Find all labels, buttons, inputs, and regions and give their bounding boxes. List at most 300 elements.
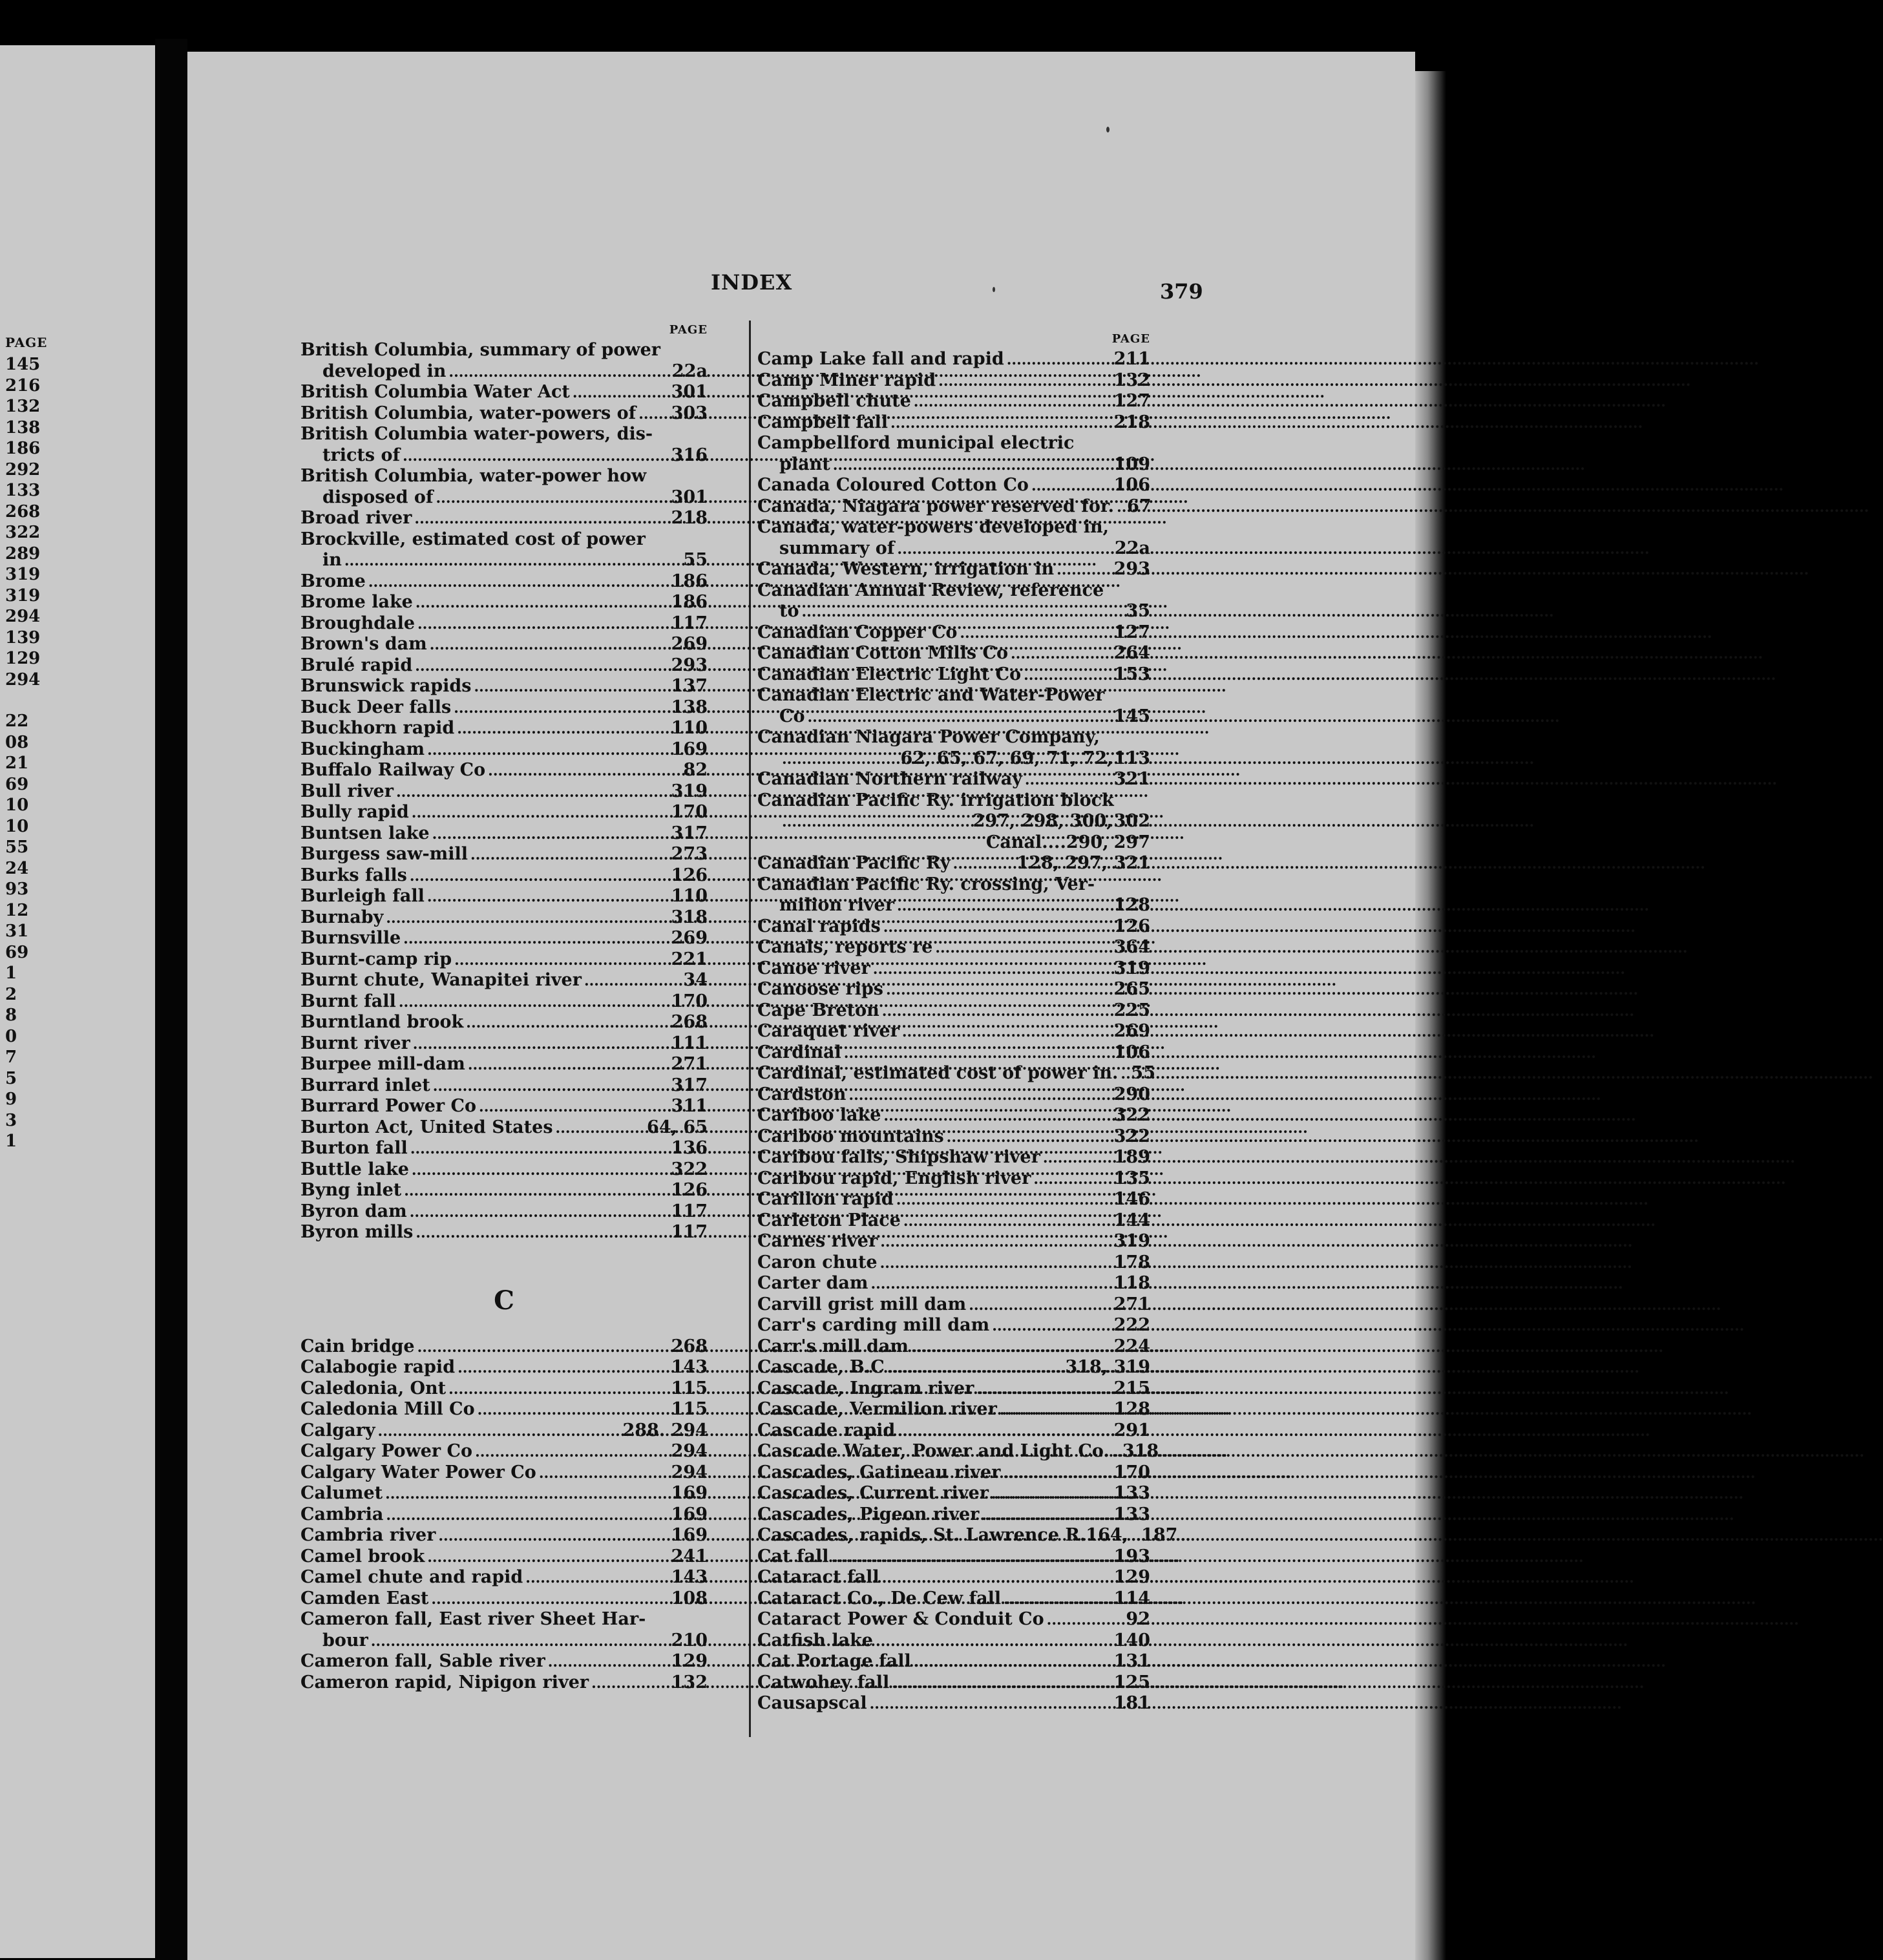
dot-leader [938, 371, 1111, 392]
dot-leader [914, 392, 1111, 413]
entry-term: Canada, Western, irrigation in [757, 559, 1055, 579]
entry-term: Camp Miner rapid [757, 370, 936, 390]
previous-page [0, 45, 155, 1958]
index-entry [300, 844, 708, 865]
entry-page-ref: 92 [1126, 1609, 1150, 1629]
entry-page-ref: 169 [671, 739, 708, 759]
previous-page-number: 294 [5, 669, 41, 690]
entry-page-ref: 218 [671, 508, 708, 528]
entry-term: Canadian Annual Review, reference [757, 580, 1104, 600]
entry-term: Brockville, estimated cost of power [300, 529, 646, 549]
entry-term: Brome [300, 571, 366, 591]
index-entry [300, 508, 708, 529]
index-entry [300, 970, 708, 991]
dot-leader [887, 1358, 1063, 1379]
index-entry [757, 454, 1150, 476]
index-entry [757, 832, 1150, 854]
dot-leader [396, 782, 669, 803]
entry-term: Burnt river [300, 1033, 410, 1053]
index-entry [300, 1651, 708, 1672]
entry-page-ref: 293 [1113, 559, 1150, 579]
entry-page-ref: 118 [1113, 1273, 1150, 1293]
dot-leader [417, 1337, 669, 1358]
dot-leader [638, 404, 668, 425]
entry-page-ref: 114 [1113, 1588, 1150, 1608]
index-entry [757, 706, 1150, 728]
previous-page-number: 268 [5, 501, 41, 522]
dot-leader [410, 1139, 669, 1160]
index-entry [300, 928, 708, 949]
index-entry [757, 1483, 1150, 1504]
previous-page-number: 69 [5, 942, 29, 962]
entry-term: British Columbia, water-powers of [300, 403, 636, 423]
dot-leader [436, 488, 669, 509]
entry-page-ref: 126 [671, 865, 708, 885]
dot-leader [801, 602, 1123, 623]
index-entry [300, 1159, 708, 1181]
dot-leader [410, 1202, 669, 1223]
dot-leader [410, 866, 669, 887]
entry-term: Burnt chute, Wanapitei river [300, 970, 582, 990]
entry-page-ref: 137 [671, 676, 708, 696]
previous-page-number: 93 [5, 880, 29, 899]
dot-leader [430, 635, 669, 656]
entry-term: Carnes river [757, 1231, 878, 1251]
entry-term: Canadian Electric Light Co [757, 664, 1022, 684]
entry-term: Cameron fall, Sable river [300, 1651, 545, 1671]
entry-term: Canadian Pacific Ry. irrigation block [757, 790, 1114, 810]
index-entry [757, 958, 1150, 980]
dot-leader [427, 1547, 668, 1568]
entry-page-ref: 269 [671, 928, 708, 948]
index-entry [757, 811, 1150, 832]
entry-term: Carillon rapid [757, 1189, 894, 1209]
entry-term: Camel chute and rapid [300, 1567, 523, 1587]
previous-page-number: 132 [5, 397, 41, 416]
index-entry [757, 1168, 1150, 1190]
entry-term: Buntsen lake [300, 823, 430, 843]
entry-page-ref: 303 [671, 403, 708, 423]
entry-term: Canadian Pacific Ry. crossing, Ver- [757, 874, 1095, 894]
entry-term: Canal rapids [757, 916, 881, 936]
dot-leader [1117, 497, 1124, 518]
dot-leader [782, 812, 971, 833]
dot-leader [584, 971, 680, 992]
entry-page-ref: 110 [671, 886, 708, 906]
entry-term: Cardston [757, 1084, 847, 1104]
entry-page-ref: 215 [1113, 1378, 1150, 1398]
entry-term: Cardinal [757, 1042, 841, 1062]
entry-page-ref: 222 [1113, 1315, 1150, 1335]
index-entry [300, 760, 708, 781]
index-entry [300, 907, 708, 929]
dot-leader [368, 572, 669, 593]
index-entry [300, 1222, 708, 1243]
dot-leader [466, 1013, 668, 1034]
previous-page-number: 319 [5, 565, 41, 584]
entry-term: Cariboo lake [757, 1105, 881, 1125]
entry-page-ref: 22a [1114, 538, 1150, 558]
dot-leader [982, 1505, 1111, 1526]
entry-page-ref: 127 [1113, 622, 1150, 642]
index-entry [757, 790, 1150, 812]
dot-leader [992, 1316, 1111, 1337]
index-entry [300, 487, 708, 509]
index-entry [757, 1021, 1150, 1042]
entry-term: Buckingham [300, 739, 425, 759]
previous-page-number: 08 [5, 732, 29, 752]
dot-leader [831, 1547, 1111, 1568]
index-entry [300, 340, 708, 361]
previous-page-number: 139 [5, 627, 41, 648]
index-entry [757, 1588, 1150, 1610]
entry-page-ref: 22a [671, 361, 708, 381]
entry-term: Cascades, Pigeon river [757, 1504, 980, 1524]
index-entry [757, 391, 1150, 412]
dot-leader [1033, 1169, 1111, 1190]
book-gutter [155, 39, 187, 1960]
dot-leader [344, 551, 681, 572]
entry-term: Calgary Water Power Co [300, 1462, 536, 1482]
entry-term: Carter dam [757, 1273, 868, 1293]
index-entry [757, 1294, 1150, 1316]
entry-term: Calumet [300, 1483, 383, 1503]
entry-term: Buffalo Railway Co [300, 760, 486, 780]
entry-term: Cascade, Ingram river [757, 1378, 974, 1398]
dot-leader [1047, 1610, 1124, 1631]
entry-page-ref: 189 [1113, 1147, 1150, 1167]
previous-page-number: 319 [5, 585, 41, 606]
entry-page-ref: 82 [683, 760, 708, 780]
index-entry [300, 592, 708, 613]
entry-term: Broad river [300, 508, 412, 528]
index-entry [757, 874, 1150, 896]
dot-leader [1007, 350, 1111, 371]
entry-term: Catfish lake [757, 1630, 873, 1650]
entry-page-ref: 291 [1113, 1420, 1150, 1440]
entry-term: Canadian Niagara Power Company, [757, 727, 1100, 747]
index-entry [757, 1231, 1150, 1252]
previous-page-number: 3 [5, 1110, 17, 1130]
index-entry [300, 1672, 708, 1694]
entry-page-ref: 321 [1113, 769, 1150, 789]
entry-page-ref: 322 [1113, 1105, 1150, 1125]
index-entry [757, 895, 1150, 916]
entry-term: Caribou falls, Shipshaw river [757, 1147, 1040, 1167]
dot-leader [1057, 560, 1111, 581]
entry-term: Burleigh fall [300, 886, 425, 906]
entry-page-ref: 319 [1113, 1231, 1150, 1251]
entry-term: Burnt fall [300, 991, 396, 1011]
page-title: INDEX [711, 270, 793, 295]
entry-page-ref: 319 [671, 781, 708, 801]
entry-term: Cambria [300, 1504, 384, 1524]
entry-page-ref: 265 [1113, 979, 1150, 999]
index-entry [757, 1105, 1150, 1126]
dot-leader [896, 1190, 1111, 1211]
index-column-right [757, 332, 1178, 1714]
index-entry [757, 1126, 1150, 1148]
entry-page-ref: 170 [671, 991, 708, 1011]
previous-page-number: 133 [5, 481, 41, 500]
entry-term: British Columbia Water Act [300, 382, 570, 402]
entry-term: Cascade rapid [757, 1420, 896, 1440]
dot-leader [883, 917, 1111, 938]
dot-leader [417, 614, 669, 635]
dot-leader [474, 677, 669, 698]
index-section-b [300, 340, 708, 1243]
dot-leader [873, 959, 1111, 980]
entry-term: Canada Coloured Cotton Co [757, 475, 1029, 495]
entry-page-ref: 129 [671, 1651, 708, 1671]
entry-page-ref: 187 [1141, 1525, 1178, 1545]
index-entry [757, 1336, 1150, 1358]
entry-page-ref: 129 [1113, 1567, 1150, 1587]
index-entry [757, 1609, 1150, 1630]
dot-leader [870, 1274, 1111, 1295]
index-entry [757, 1441, 1159, 1462]
entry-term: Bully rapid [300, 802, 409, 822]
index-entry [757, 1000, 1150, 1022]
dot-leader [935, 938, 1111, 959]
entry-page-ref: 288. 294 [622, 1420, 708, 1440]
previous-page-numbers-top [5, 354, 50, 690]
entry-page-ref: 301 [671, 487, 708, 507]
entry-page-ref: 146 [1113, 1189, 1150, 1209]
dot-leader [882, 1568, 1111, 1589]
dot-leader [890, 413, 1111, 434]
index-entry [757, 1672, 1150, 1694]
entry-term: tricts of [322, 445, 401, 465]
entry-term: Cape Breton [757, 1000, 879, 1020]
dot-leader [947, 1127, 1111, 1148]
entry-term: Canoe river [757, 958, 870, 978]
dot-leader [911, 1337, 1111, 1358]
entry-page-ref: 294 [671, 1462, 708, 1482]
entry-page-ref: 311 [671, 1096, 708, 1116]
index-entry [757, 1567, 1150, 1588]
dot-leader [403, 446, 669, 467]
index-entry [300, 1588, 708, 1610]
index-entry [300, 802, 708, 823]
dot-leader [404, 1181, 668, 1202]
index-entry [757, 685, 1150, 706]
dot-leader [1011, 644, 1111, 665]
dot-leader [1003, 1463, 1111, 1484]
entry-page-ref: 268 [671, 1336, 708, 1356]
paper-speck [1106, 127, 1110, 132]
dot-leader [548, 1652, 669, 1673]
entry-page-ref: 133 [1113, 1483, 1150, 1503]
entry-term: Burpee mill-dam [300, 1054, 465, 1074]
entry-term: Calabogie rapid [300, 1357, 456, 1377]
entry-term: Canals, reports re [757, 937, 933, 957]
entry-page-ref: 144 [1113, 1210, 1150, 1230]
entry-term: Carvill grist mill dam [757, 1294, 967, 1314]
page-number: 379 [1160, 279, 1203, 304]
index-entry [757, 1315, 1150, 1336]
entry-term: Causapscal [757, 1693, 867, 1713]
entry-page-ref: 297 [1113, 832, 1150, 852]
dot-leader [1024, 665, 1111, 686]
dot-leader [478, 1400, 669, 1421]
index-entry [757, 1189, 1150, 1210]
entry-term: Burton Act, United States [300, 1117, 553, 1137]
entry-page-ref: 293 [671, 655, 708, 675]
entry-term: 297, 298, 300, [973, 811, 1113, 831]
previous-page-number: 1 [5, 1132, 17, 1151]
index-entry [757, 1378, 1150, 1400]
entry-page-ref: 169 [671, 1504, 708, 1524]
index-entry [300, 466, 708, 487]
dot-leader [488, 761, 680, 782]
entry-term: Canadian Copper Co [757, 622, 958, 642]
dot-leader [902, 1022, 1111, 1043]
dot-leader [470, 845, 669, 866]
index-entry [757, 475, 1150, 496]
entry-term: Cataract Power & Conduit Co [757, 1609, 1044, 1629]
index-entry [300, 1525, 708, 1546]
entry-page-ref: 269 [1113, 1021, 1150, 1041]
index-entry [300, 1567, 708, 1588]
entry-page-ref: 110 [671, 718, 708, 738]
entry-page-ref: 115 [671, 1399, 708, 1419]
dot-leader [539, 1463, 669, 1484]
entry-page-ref: 117 [671, 613, 708, 633]
index-entry [300, 1462, 708, 1484]
previous-page-number: 289 [5, 543, 41, 564]
previous-page-number: 138 [5, 417, 41, 437]
index-entry [757, 1693, 1150, 1714]
dot-leader [883, 1106, 1111, 1127]
index-entry [300, 1117, 708, 1139]
dot-leader [412, 803, 669, 824]
entry-term: Buck Deer falls [300, 697, 452, 717]
index-entry [757, 769, 1150, 790]
index-entry [757, 1504, 1150, 1526]
index-entry [300, 676, 708, 697]
entry-page-ref: 106 [1113, 475, 1150, 495]
index-entry [757, 1525, 1178, 1546]
index-entry [300, 718, 708, 739]
dot-leader [880, 1253, 1111, 1274]
entry-page-ref: 193 [1113, 1546, 1150, 1566]
entry-page-ref: 35 [1126, 601, 1150, 621]
entry-term: Burnt-camp rip [300, 949, 452, 969]
index-entry [300, 865, 708, 887]
column-page-label: PAGE [1111, 332, 1150, 346]
index-entry [300, 886, 708, 907]
index-entry [300, 823, 708, 845]
index-entry [300, 1096, 708, 1117]
entry-page-ref: 178 [1113, 1252, 1150, 1272]
entry-term: in [322, 550, 342, 570]
previous-page-number: 322 [5, 523, 41, 542]
previous-page-number: 9 [5, 1090, 17, 1109]
index-entry [757, 496, 1150, 518]
entry-term: Burrard Power Co [300, 1096, 477, 1116]
paper-speck [993, 287, 995, 292]
entry-term: developed in [322, 361, 447, 381]
entry-page-ref: 268 [671, 1012, 708, 1032]
index-entry [300, 382, 708, 403]
entry-term: Caraquet river [757, 1021, 899, 1041]
index-entry [300, 424, 708, 445]
dot-leader [903, 1211, 1111, 1232]
entry-term: Caledonia Mill Co [300, 1399, 475, 1419]
index-entry [300, 1075, 708, 1097]
entry-term: Cambria river [300, 1525, 436, 1545]
index-entry [300, 1180, 708, 1201]
entry-term: Camel brook [300, 1546, 425, 1566]
previous-page-number: 24 [5, 858, 29, 878]
entry-term: Caribou rapid, English river [757, 1168, 1031, 1188]
entry-page-ref: 186 [671, 571, 708, 591]
index-entry [300, 1138, 708, 1159]
entry-page-ref: 225 [1113, 1000, 1150, 1020]
entry-page-ref: 317 [671, 823, 708, 843]
index-entry [757, 412, 1150, 434]
entry-term: Cascade Water, Power and Light Co. [757, 1441, 1110, 1461]
entry-page-ref: 318 [671, 907, 708, 927]
dot-leader [415, 656, 668, 677]
entry-page-ref: 170 [671, 802, 708, 822]
index-entry [300, 1012, 708, 1033]
entry-term: Brunswick rapids [300, 676, 472, 696]
previous-page-number: 2 [5, 984, 17, 1004]
entry-term: Caron chute [757, 1252, 878, 1272]
entry-page-ref: 271 [1113, 1294, 1150, 1314]
entry-term: plant [779, 454, 830, 474]
entry-term: Canada, water-powers developed in, [757, 517, 1110, 537]
entry-page-ref: 111 [671, 1033, 708, 1053]
dot-leader [1112, 1442, 1120, 1463]
dot-leader [438, 1526, 668, 1547]
index-entry [300, 529, 708, 551]
index-entry [757, 853, 1150, 874]
index-entry [757, 580, 1150, 602]
index-entry [300, 1201, 708, 1223]
entry-term: Cataract fall [757, 1567, 879, 1587]
entry-term: Byron mills [300, 1222, 414, 1242]
entry-page-ref: 301 [671, 382, 708, 402]
index-entry [757, 1042, 1150, 1064]
index-entry [757, 1147, 1150, 1168]
entry-page-ref: 55 [683, 550, 708, 570]
dot-leader [479, 1097, 669, 1118]
entry-page-ref: 109 [1113, 454, 1150, 474]
dot-leader [886, 980, 1111, 1001]
entry-term: Burton fall [300, 1138, 408, 1158]
index-entry [300, 1609, 708, 1630]
entry-term: Canadian Electric and Water-Power [757, 685, 1105, 705]
index-entry [300, 949, 708, 971]
dot-leader [1031, 476, 1111, 497]
entry-term: Cascade, Vermilion river [757, 1399, 997, 1419]
dot-leader [1004, 1589, 1111, 1610]
entry-term: Calgary Power Co [300, 1441, 473, 1461]
entry-term: Canadian Northern railway [757, 769, 1022, 789]
index-entry [300, 1630, 708, 1652]
entry-page-ref: 318 [1122, 1441, 1159, 1461]
index-entry [300, 1054, 708, 1075]
dot-leader [413, 1034, 669, 1055]
entry-term: bour [322, 1630, 368, 1650]
index-entry [757, 937, 1150, 958]
dot-leader [448, 1379, 669, 1400]
entry-term: Broughdale [300, 613, 416, 633]
index-entry [757, 916, 1150, 938]
